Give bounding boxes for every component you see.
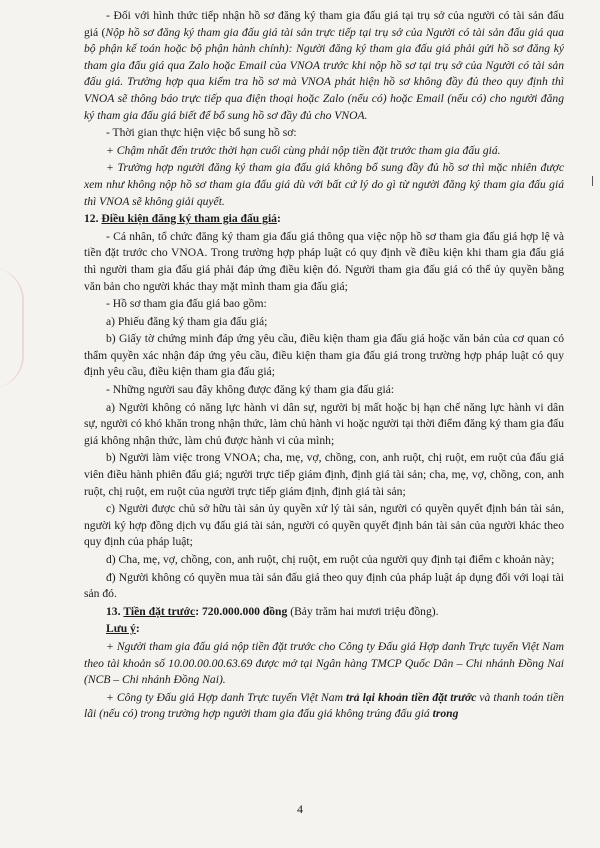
list-item-b-documents: b) Giấy tờ chứng minh đáp ứng yêu cầu, điều kiện tham gia đấu giá hoặc văn bản của cơ quan có thẩm quyền xác nhận đáp ứng yêu cầu, điều kiện tham gia đấu giá trong trường hợp pháp luật có quy định yêu cầu, điều kiện tham gia đấu giá; bbox=[84, 332, 564, 379]
paragraph-no-supplement: + Trường hợp người đăng ký tham gia đấu giá không bổ sung đầy đủ hồ sơ thì mặc nhiên được xem như không nộp hồ sơ tham gia đấu giá dù với bất cứ lý do gì từ người đăng ký tham gia đấu giá thì VNOA sẽ không giải quyết. bbox=[84, 161, 564, 208]
margin-mark bbox=[592, 176, 593, 186]
paragraph-deadline: + Chậm nhất đến trước thời hạn cuối cùng phải nộp tiền đặt trước tham gia đấu giá. bbox=[106, 143, 501, 157]
red-stamp-fragment bbox=[0, 268, 24, 388]
paragraph-registration-conditions: - Cá nhân, tổ chức đăng ký tham gia đấu giá thông qua việc nộp hồ sơ tham gia đấu giá hợp lệ và tiền đặt trước cho VNOA. Trong trường hợp pháp luật có quy định về điều kiện khi tham gia đấu giá thì người tham gia đấu giá phải đáp ứng điều kiện đó. Người tham gia đấu giá có thể ủy quyền bằng văn bản cho người khác thay mặt mình tham gia đấu giá; bbox=[84, 229, 564, 293]
paragraph-dossier-includes: - Hồ sơ tham gia đấu giá bao gồm: bbox=[106, 297, 267, 311]
section-12-heading: 12. Điều kiện đăng ký tham gia đấu giá: bbox=[84, 212, 281, 226]
list-item-dd-no-right: đ) Người không có quyền mua tài sản đấu giá theo quy định của pháp luật áp dụng đối với loại tài sản đó. bbox=[84, 570, 564, 601]
list-item-a-capacity: a) Người không có năng lực hành vi dân sự, người bị mất hoặc bị hạn chế năng lực hành vi dân sự, người có khó khăn trong nhận thức, làm chủ hành vi hoặc người tại thời điểm đăng ký tham gia đấu giá không nhận thức, làm chủ được hành vi của mình; bbox=[84, 400, 564, 447]
paragraph-submission-method: - Đối với hình thức tiếp nhận hồ sơ đăng ký tham gia đấu giá tại trụ sở của người có tài sản đấu giá (Nộp hồ sơ đăng ký tham gia đấu giá tài sản trực tiếp tại trụ sở của Người có tài sản đấu giá qua bộ phận kế toán hoặc bộ phận hành chính): Người đăng ký tham gia đấu giá phải gửi hồ sơ đăng ký tham gia đấu giá qua Zalo hoặc Email của VNOA trước khi nộp hồ sơ tại trụ sở của Người có tài sản đấu giá. Trường hợp qua kiểm tra hồ sơ mà VNOA phát hiện hồ sơ không đầy đủ theo quy định thì VNOA sẽ thông báo trực tiếp qua điện thoại hoặc Zalo (nếu có) hoặc Email (nếu có) cho người đăng ký tham gia đấu giá biết để bổ sung hồ sơ đầy đủ cho VNOA. bbox=[84, 9, 564, 122]
paragraph-refund: + Công ty Đấu giá Hợp danh Trực tuyến Việt Nam trả lại khoản tiền đặt trước và thanh toán tiền lãi (nếu có) trong trường hợp người tham gia đấu giá không trúng đấu giá trong bbox=[84, 690, 564, 721]
list-item-a-form: a) Phiếu đăng ký tham gia đấu giá; bbox=[106, 314, 268, 328]
section-13-heading: 13. Tiền đặt trước: 720.000.000 đồng (Bảy trăm hai mươi triệu đồng). bbox=[106, 604, 439, 618]
paragraph-supplement-time: - Thời gian thực hiện việc bổ sung hồ sơ: bbox=[106, 126, 297, 140]
note-label: Lưu ý: bbox=[106, 622, 140, 636]
page-number: 4 bbox=[297, 802, 303, 816]
list-item-b-related-persons: b) Người làm việc trong VNOA; cha, mẹ, vợ, chồng, con, anh ruột, chị ruột, em ruột của đấu giá viên điều hành phiên đấu giá; người trực tiếp giám định, định giá tài sản; cha, mẹ, vợ, chồng, con, anh ruột, chị ruột, em ruột của người trực tiếp giám định, định giá tài sản; bbox=[84, 451, 564, 498]
list-item-d-relatives: d) Cha, mẹ, vợ, chồng, con, anh ruột, chị ruột, em ruột của người quy định tại điểm c khoản này; bbox=[106, 553, 555, 566]
paragraph-not-eligible: - Những người sau đây không được đăng ký tham gia đấu giá: bbox=[106, 383, 395, 397]
document-page bbox=[84, 8, 564, 724]
paragraph-deposit-account: + Người tham gia đấu giá nộp tiền đặt trước cho Công ty Đấu giá Hợp danh Trực tuyến Việt Nam theo tài khoản số 10.00.00.00.63.69 được mở tại Ngân hàng TMCP Quốc Dân – Chi nhánh Đồng Nai (NCB – Chi nhánh Đồng Nai). bbox=[84, 639, 564, 687]
list-item-c-authorized: c) Người được chủ sở hữu tài sản ủy quyền xử lý tài sản, người có quyền quyết định bán tài sản, người ký hợp đồng dịch vụ đấu giá tài sản, người có quyền quyết định bán tài sản của người khác theo quy định của pháp luật; bbox=[84, 502, 564, 549]
